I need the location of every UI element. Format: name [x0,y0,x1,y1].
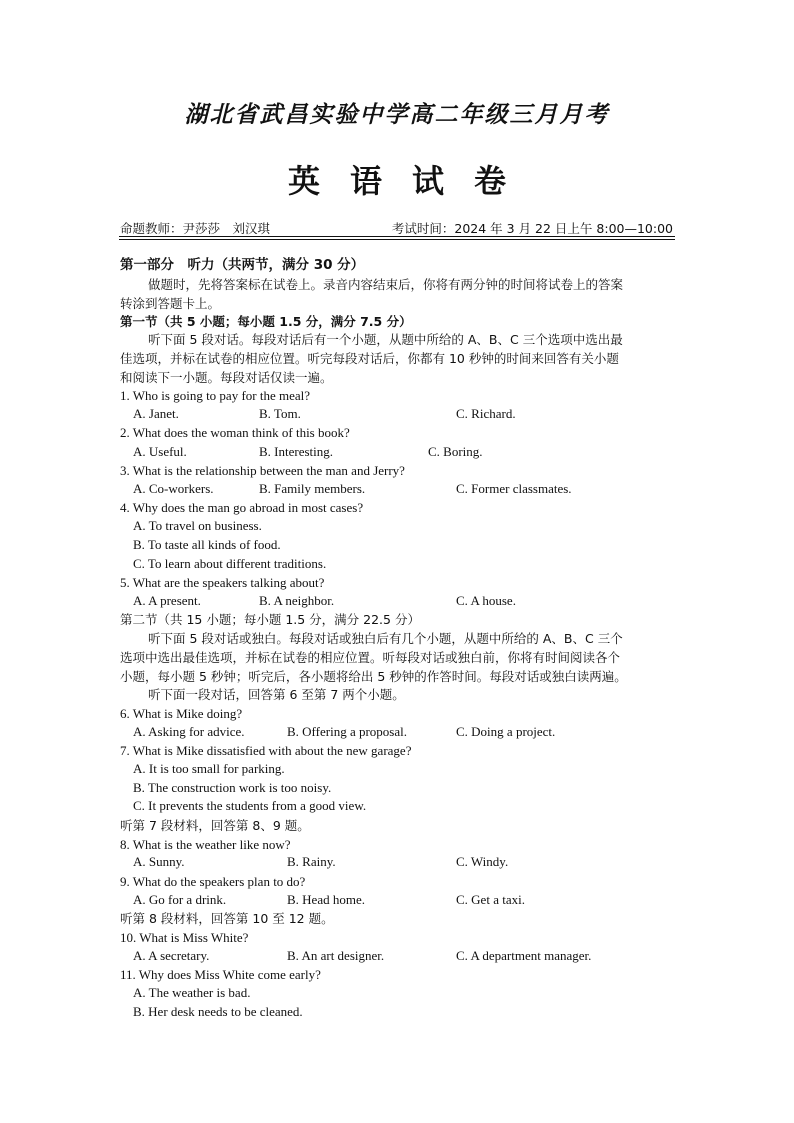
option-a: A. It is too small for parking. [133,761,285,776]
option-c: C. Former classmates. [456,481,572,496]
option-a: A. To travel on business. [133,518,262,533]
option-a: A. Janet. [133,406,179,421]
section1-instr-line1: 听下面 5 段对话。每段对话后有一个小题，从题中所给的 A、B、C 三个选项中选出最 [148,332,623,347]
option-b: B. Her desk needs to be cleaned. [133,1004,303,1019]
option-b: B. Family members. [259,481,366,496]
section2-instr-line2: 选项中选出最佳选项，并标在试卷的相应位置。听每段对话或独白前，你将有时间阅读各个 [120,650,621,665]
part1-intro-line1: 做题时，先将答案标在试卷上。录音内容结束后，你将有两分钟的时间将试卷上的答案 [148,277,624,292]
section1-instr-line3: 和阅读下一小题。每段对话仅读一遍。 [120,370,333,385]
question-stem: 10. What is Miss White? [120,930,249,945]
part1-intro-line2: 转涂到答题卡上。 [120,296,221,311]
question-stem: 11. Why does Miss White come early? [120,967,321,982]
option-c: C. It prevents the students from a good view. [133,798,367,813]
option-c: C. Get a taxi. [456,892,525,907]
section2-instr-line4: 听下面一段对话，回答第 6 至第 7 两个小题。 [148,687,405,702]
section2-instr-line3: 小题，每小题 5 秒钟；听完后，各小题将给出 5 秒钟的作答时间。每段对话或独白读两遍。 [120,669,627,684]
option-a: A. A secretary. [133,948,210,963]
option-b: B. A neighbor. [259,593,335,608]
option-a: A. Co-workers. [133,481,214,496]
option-c: C. A house. [456,593,516,608]
part1-heading: 第一部分 听力（共两节，满分 30 分） [120,257,365,273]
material-7-instruction: 听第 7 段材料，回答第 8、9 题。 [120,818,310,833]
option-a: A. Sunny. [133,854,185,869]
option-c: C. To learn about different traditions. [133,556,327,571]
option-c: C. Doing a project. [456,724,556,739]
question-stem: 3. What is the relationship between the man and Jerry? [120,463,405,478]
section2-heading: 第二节（共 15 小题；每小题 1.5 分，满分 22.5 分） [120,612,420,627]
option-a: A. Go for a drink. [133,892,227,907]
option-b: B. An art designer. [287,948,385,963]
teachers-line: 命题教师：尹莎莎 刘汉琪 [120,221,271,236]
option-c: C. Windy. [456,854,509,869]
header-rule-thin [119,239,675,240]
question-stem: 6. What is Mike doing? [120,706,243,721]
question-stem: 9. What do the speakers plan to do? [120,874,306,889]
question-stem: 1. Who is going to pay for the meal? [120,388,311,403]
exam-time: 考试时间：2024 年 3 月 22 日上午 8:00—10:00 [391,221,673,236]
option-a: A. Asking for advice. [133,724,245,739]
question-stem: 5. What are the speakers talking about? [120,575,325,590]
option-c: C. Boring. [428,444,483,459]
question-stem: 8. What is the weather like now? [120,837,291,852]
option-b: B. Head home. [287,892,365,907]
question-stem: 4. Why does the man go abroad in most cases? [120,500,364,515]
option-b: B. The construction work is too noisy. [133,780,332,795]
option-b: B. Tom. [259,406,301,421]
option-b: B. To taste all kinds of food. [133,537,281,552]
option-b: B. Rainy. [287,854,336,869]
option-a: A. Useful. [133,444,187,459]
question-stem: 2. What does the woman think of this book? [120,425,350,440]
school-title: 湖北省武昌实验中学高二年级三月月考 [184,101,610,128]
paper-title: 英语试卷 [287,162,536,200]
option-b: B. Interesting. [259,444,334,459]
option-b: B. Offering a proposal. [287,724,407,739]
section2-instr-line1: 听下面 5 段对话或独白。每段对话或独白后有几个小题，从题中所给的 A、B、C 三个 [148,631,623,646]
section1-heading: 第一节（共 5 小题；每小题 1.5 分，满分 7.5 分） [120,314,412,329]
option-a: A. The weather is bad. [133,985,251,1000]
option-c: C. Richard. [456,406,516,421]
option-a: A. A present. [133,593,201,608]
header-rule-thick [119,236,675,237]
option-c: C. A department manager. [456,948,592,963]
material-8-instruction: 听第 8 段材料，回答第 10 至 12 题。 [120,911,334,926]
question-stem: 7. What is Mike dissatisfied with about the new garage? [120,743,412,758]
section1-instr-line2: 佳选项，并标在试卷的相应位置。听完每段对话后，你都有 10 秒钟的时间来回答有关小题 [120,351,619,366]
